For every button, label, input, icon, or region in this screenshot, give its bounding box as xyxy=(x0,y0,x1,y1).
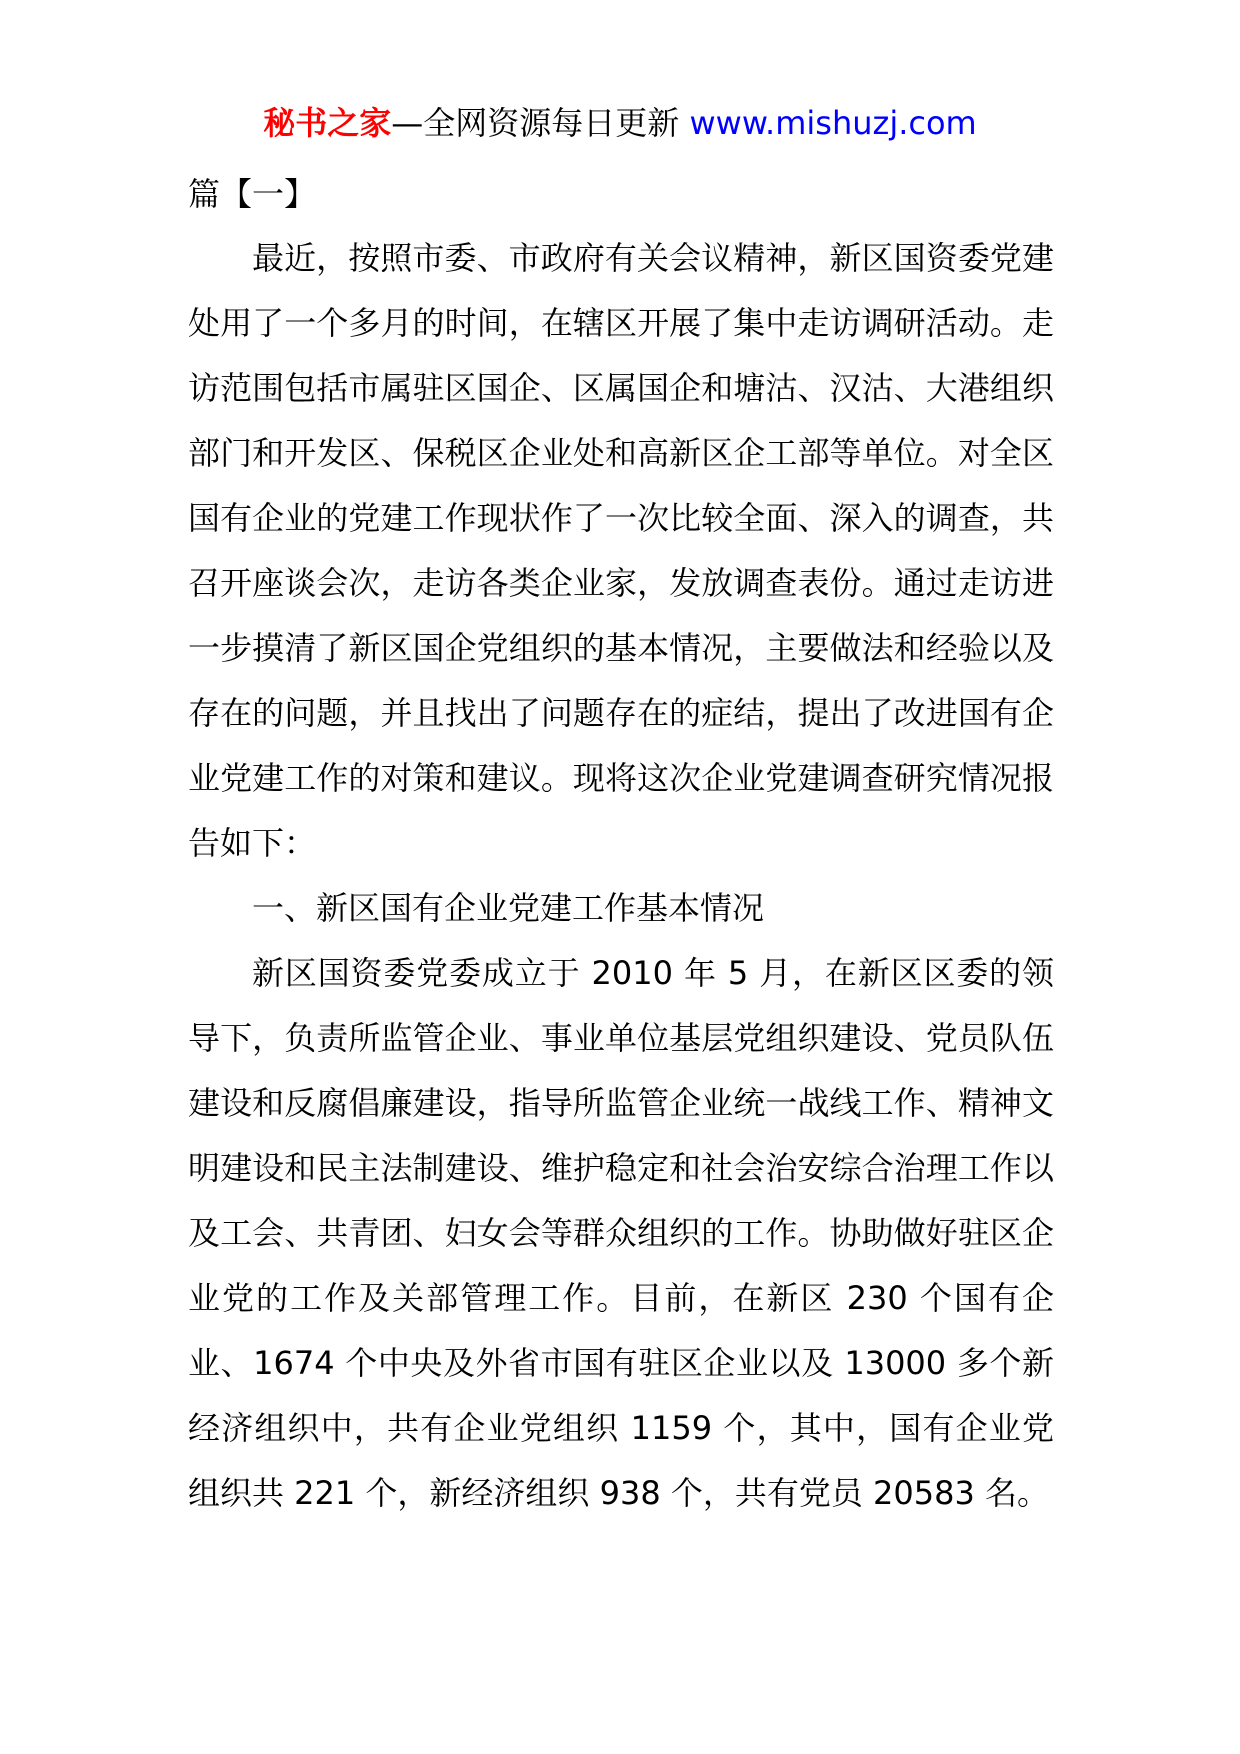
document-body xyxy=(188,162,1054,1526)
paragraph-intro: 最近，按照市委、市政府有关会议精神，新区国资委党建处用了一个多月的时间，在辖区开展了集中走访调研活动。走访范围包括市属驻区国企、区属国企和塘沽、汉沽、大港组织部门和开发区、保税区企业处和高新区企工部等单位。对全区国有企业的党建工作现状作了一次比较全面、深入的调查，共召开座谈会次，走访各类企业家，发放调查表份。通过走访进一步摸清了新区国企党组织的基本情况，主要做法和经验以及存在的问题，并且找出了问题存在的症结，提出了改进国有企业党建工作的对策和建议。现将这次企业党建调查研究情况报告如下： xyxy=(188,239,1054,862)
website-link[interactable]: www.mishuzj.com xyxy=(689,104,977,142)
page-header xyxy=(0,98,1240,148)
paragraph-basic-situation: 新区国资委党委成立于 2010 年 5 月，在新区区委的领导下，负责所监管企业、事业单位基层党组织建设、党员队伍建设和反腐倡廉建设，指导所监管企业统一战线工作、精神文明建设和民主法制建设、维护稳定和社会治安综合治理工作以及工会、共青团、妇女会等群众组织的工作。协助做好驻区企业党的工作及关部管理工作。目前，在新区 230 个国有企业、1674 个中央及外省市国有驻区企业以及 13000 多个新经济组织中，共有企业党组织 1159 个，其中，国有企业党组织共 221 个，新经济组织 938 个，共有党员 20583 名。 xyxy=(188,954,1054,1512)
section-label: 篇【一】 xyxy=(188,175,317,213)
header-tagline: —全网资源每日更新 xyxy=(391,104,680,142)
brand-name: 秘书之家 xyxy=(263,104,392,142)
section-heading: 一、新区国有企业党建工作基本情况 xyxy=(252,889,765,927)
